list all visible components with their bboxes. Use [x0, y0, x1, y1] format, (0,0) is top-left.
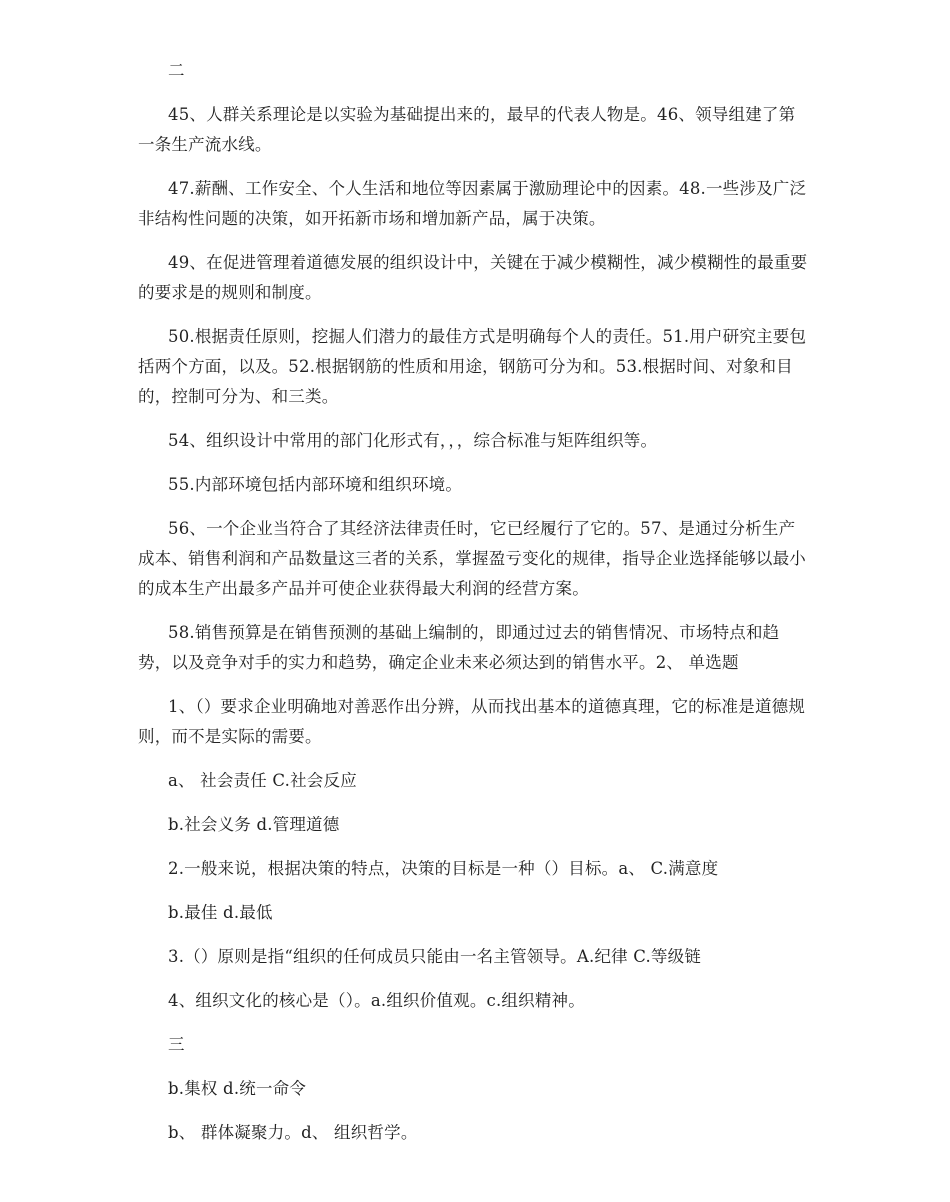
paragraph-47-48: 47.薪酬、工作安全、个人生活和地位等因素属于激励理论中的因素。48.一些涉及广泛非结构性问题的决策，如开拓新市场和增加新产品，属于决策。	[138, 179, 807, 228]
paragraph-56-57: 56、一个企业当符合了其经济法律责任时，它已经履行了它的。57、是通过分析生产成本、销售利润和产品数量这三者的关系，掌握盈亏变化的规律，指导企业选择能够以最小的成本生产出最多产品并可使企业获得最大利润的经营方案。	[138, 519, 806, 598]
section-heading-three: 三	[168, 1035, 185, 1054]
paragraph-49: 49、在促进管理着道德发展的组织设计中，关键在于减少模糊性，减少模糊性的最重要的要求是的规则和制度。	[138, 253, 808, 302]
question-3: 3.（）原则是指“组织的任何成员只能由一名主管领导。A.纪律 C.等级链	[168, 947, 702, 966]
paragraph-50-53: 50.根据责任原则，挖掘人们潜力的最佳方式是明确每个人的责任。51.用户研究主要包括两个方面，以及。52.根据钢筋的性质和用途，钢筋可分为和。53.根据时间、对象和目的，控制可分为、和三类。	[138, 327, 807, 406]
question-4: 4、组织文化的核心是（）。a.组织价值观。c.组织精神。	[168, 991, 585, 1010]
section-heading-two: 二	[168, 61, 185, 80]
question-1-options-ac: a、 社会责任 C.社会反应	[168, 771, 357, 790]
question-2-options-bd: b.最佳 d.最低	[168, 903, 273, 922]
question-1-options-bd: b.社会义务 d.管理道德	[168, 815, 340, 834]
paragraph-54: 54、组织设计中常用的部门化形式有，，，综合标准与矩阵组织等。	[168, 431, 658, 450]
question-2: 2.一般来说，根据决策的特点，决策的目标是一种（）目标。a、 C.满意度	[168, 859, 719, 878]
paragraph-45-46: 45、人群关系理论是以实验为基础提出来的，最早的代表人物是。46、领导组建了第一条生产流水线。	[138, 105, 796, 154]
paragraph-58: 58.销售预算是在销售预测的基础上编制的，即通过过去的销售情况、市场特点和趋势，以及竞争对手的实力和趋势，确定企业未来必须达到的销售水平。2、 单选题	[138, 623, 780, 672]
paragraph-55: 55.内部环境包括内部环境和组织环境。	[168, 475, 463, 494]
question-3-options-bd: b.集权 d.统一命令	[168, 1079, 307, 1098]
question-1: 1、（）要求企业明确地对善恶作出分辨，从而找出基本的道德真理，它的标准是道德规则，而不是实际的需要。	[138, 697, 806, 746]
question-4-options-bd: b、 群体凝聚力。d、 组织哲学。	[168, 1123, 418, 1142]
